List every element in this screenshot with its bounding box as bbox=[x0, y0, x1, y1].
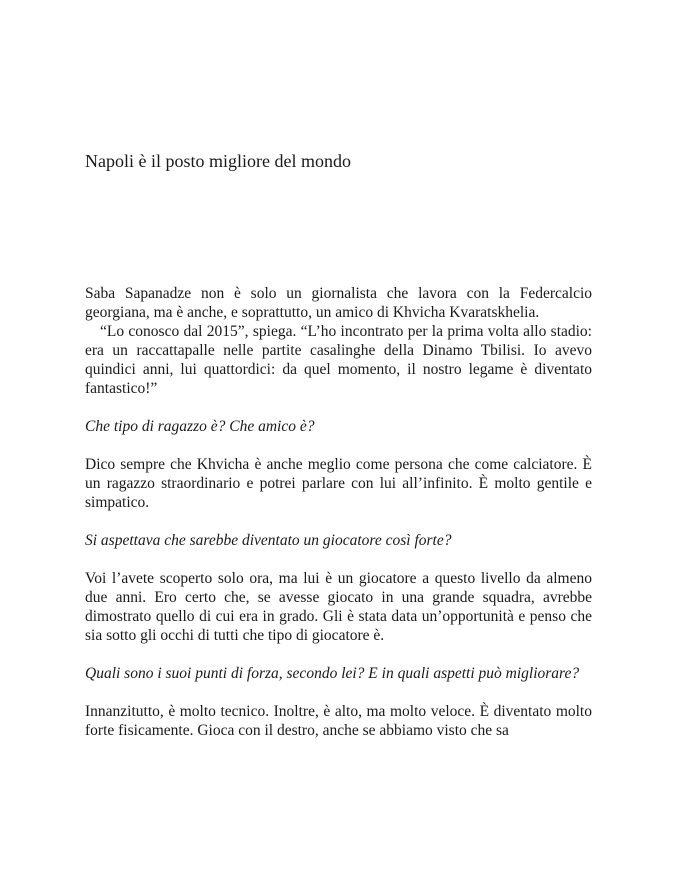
interview-question: Quali sono i suoi punti di forza, secondo lei? E in quali aspetti può migliorare? bbox=[85, 665, 580, 682]
interview-question: Che tipo di ragazzo è? Che amico è? bbox=[85, 418, 315, 435]
interview-question: Si aspettava che sarebbe diventato un giocatore così forte? bbox=[85, 532, 452, 549]
intro-paragraph: Saba Sapanadze non è solo un giornalista che lavora con la Federcalcio georgiana, ma è anche, e soprattutto, un amico di Khvicha Kvaratskhelia. bbox=[85, 285, 592, 321]
quote-paragraph: “Lo conosco dal 2015”, spiega. “L’ho incontrato per la prima volta allo stadio: era un raccattapalle nelle partite casalinghe della Dinamo Tbilisi. Io avevo quindici anni, lui quattordici: da quel momento, il nostro legame è diventato fantastico!” bbox=[85, 323, 592, 397]
interview-answer: Dico sempre che Khvicha è anche meglio come persona che come calciatore. È un ragazzo straordinario e potrei parlare con lui all’infinito. È molto gentile e simpatico. bbox=[85, 456, 592, 511]
article-body bbox=[85, 284, 592, 740]
interview-answer: Voi l’avete scoperto solo ora, ma lui è un giocatore a questo livello da almeno due anni. Ero certo che, se avesse giocato in una grande squadra, avrebbe dimostrato quello di cui era in grado. Gli è stata data un’opportunità e penso che sia sotto gli occhi di tutti che tipo di giocatore è. bbox=[85, 570, 592, 644]
page-title: Napoli è il posto migliore del mondo bbox=[85, 151, 351, 171]
interview-answer: Innanzitutto, è molto tecnico. Inoltre, è alto, ma molto veloce. È diventato molto forte fisicamente. Gioca con il destro, anche se abbiamo visto che sa bbox=[85, 703, 592, 739]
